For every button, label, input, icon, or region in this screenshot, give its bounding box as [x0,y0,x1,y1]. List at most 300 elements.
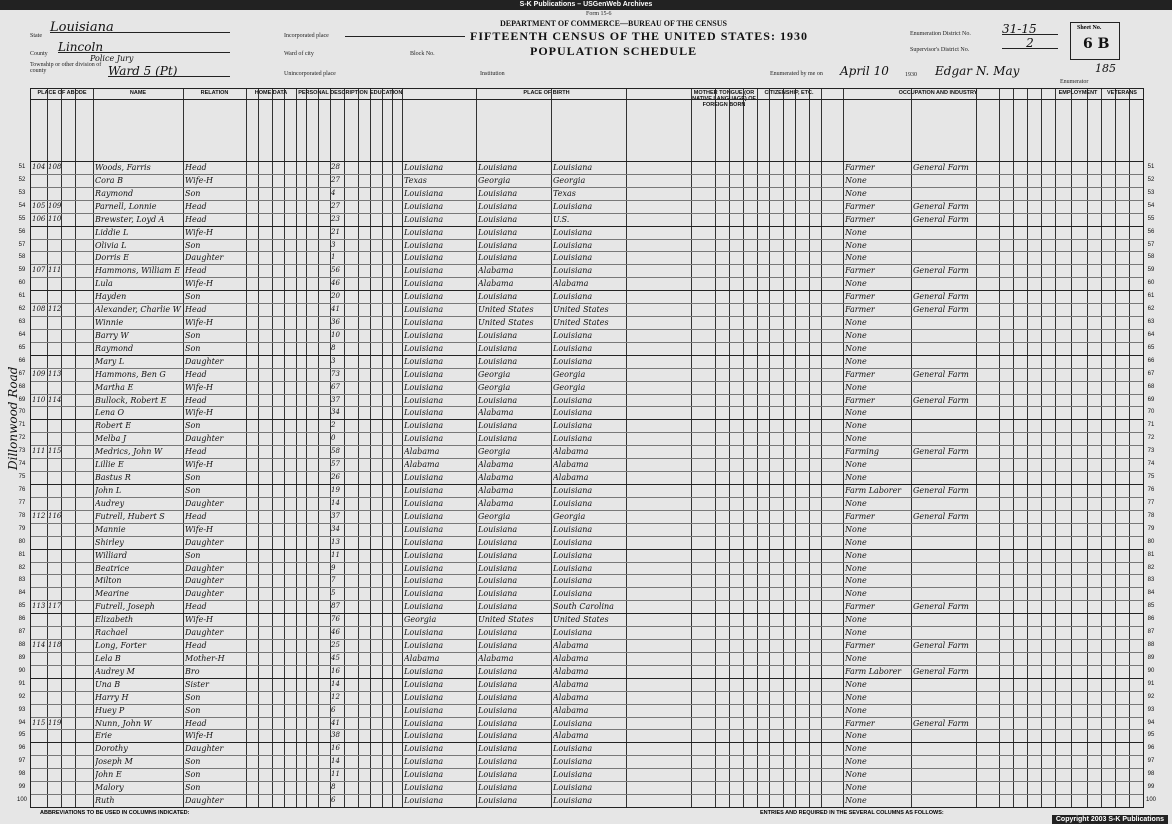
industry [913,317,975,329]
column-divider [75,89,76,807]
occupation: None [845,356,867,366]
occupation: Farmer [845,718,875,728]
occupation: None [845,408,867,418]
dwelling-number [32,575,47,587]
birthplace-father: Alabama [478,460,514,470]
row-number-left: 89 [18,654,26,661]
family-number [48,188,62,200]
industry: General Farm [913,602,969,612]
industry: General Farm [913,266,969,276]
birthplace-person: Alabama [404,460,440,470]
birthplace-father: Louisiana [478,641,518,651]
birthplace-father: Louisiana [478,731,518,741]
industry: General Farm [913,666,969,676]
row-number-right: 54 [1147,202,1155,209]
family-number [48,498,62,510]
dwelling-number [32,188,47,200]
birthplace-mother: South Carolina [553,602,614,612]
person-name: Bastus R [95,473,131,483]
occupation: Farmer [845,163,875,172]
birthplace-mother: Louisiana [553,537,593,547]
row-number-right: 79 [1147,525,1155,532]
birthplace-person: Louisiana [404,486,444,495]
supervisor-value: 2 [1002,36,1058,49]
row-number-right: 94 [1147,719,1155,726]
census-title: FIFTEENTH CENSUS OF THE UNITED STATES: 1930 [470,29,808,43]
age: 34 [331,524,340,533]
row-number-left: 95 [18,732,26,739]
age: 25 [331,641,340,650]
industry [913,330,975,342]
row-number-left: 63 [18,319,26,326]
age: 11 [331,770,340,779]
family-number [48,240,62,252]
occupation: Farmer [845,214,875,224]
occupation: None [845,188,867,198]
person-name: Elizabeth [95,615,134,625]
state-label: State [30,33,42,39]
person-name: Martha E [95,382,134,392]
industry: General Farm [913,305,969,315]
relation: Son [185,550,201,560]
birthplace-father: Louisiana [478,602,518,612]
birthplace-person: Louisiana [404,201,444,211]
row-number-right: 93 [1147,706,1155,713]
family-number [48,795,62,807]
row-number-right: 100 [1145,797,1156,804]
birthplace-mother: Alabama [553,641,589,651]
age: 58 [331,447,340,456]
industry [913,743,975,755]
birthplace-mother: Louisiana [553,498,593,508]
family-number [48,692,62,704]
industry [913,175,975,187]
row-number-right: 91 [1147,680,1155,687]
column-group-header: RELATION [200,90,229,96]
township-value: Ward 5 (Pt) [108,64,230,77]
occupation: Farmer [845,305,875,315]
person-name: Ruth [95,796,115,806]
birthplace-mother: Louisiana [553,628,593,638]
family-number [48,550,62,562]
relation: Daughter [185,253,224,263]
dwelling-number [32,666,47,678]
row-number-right: 89 [1147,654,1155,661]
dwelling-number [32,524,47,536]
family-number: 114 [48,395,62,404]
occupation: Farmer [845,201,875,211]
occupation: None [845,563,867,573]
row-number-right: 88 [1147,642,1155,649]
industry [913,472,975,484]
relation: Daughter [185,628,224,638]
birthplace-father: United States [478,318,534,328]
relation: Daughter [185,563,224,573]
row-number-right: 62 [1147,306,1155,313]
birthplace-person: Louisiana [404,718,444,728]
birthplace-mother: Louisiana [553,343,593,353]
industry [913,692,975,704]
row-number-left: 88 [18,642,26,649]
row-number-right: 60 [1147,280,1155,287]
column-divider [284,89,285,807]
relation: Wife-H [185,318,214,328]
dwelling-number [32,653,47,665]
row-number-left: 84 [18,590,26,597]
dwelling-number [32,795,47,807]
dwelling-number: 106 [32,214,46,223]
occupation: None [845,330,867,340]
birthplace-mother: Alabama [553,692,589,702]
person-name: Alexander, Charlie W [95,305,181,315]
family-number [48,679,62,691]
row-number-left: 74 [18,461,26,468]
age: 19 [331,486,340,494]
birthplace-mother: Louisiana [553,744,593,754]
industry [913,575,975,587]
age: 14 [331,679,340,688]
age: 13 [331,537,340,546]
occupation: None [845,744,867,754]
birthplace-mother: Alabama [553,705,589,715]
occupation: None [845,240,867,250]
age: 28 [331,163,340,171]
dwelling-number [32,756,47,768]
row-number-right: 61 [1147,293,1155,300]
birthplace-person: Alabama [404,447,440,457]
occupation: None [845,770,867,780]
person-name: Lula [95,279,113,289]
column-group-header: OCCUPATION AND INDUSTRY [898,90,978,96]
person-name: Medrics, John W [95,447,163,457]
ward-label: Ward of city [284,51,314,57]
birthplace-mother: Louisiana [553,589,593,599]
dwelling-number [32,563,47,575]
family-number: 118 [48,641,62,650]
family-number [48,291,62,303]
birthplace-mother: Louisiana [553,266,593,276]
dwelling-number [32,240,47,252]
row-number-left: 59 [18,267,26,274]
industry [913,627,975,639]
relation: Bro [185,666,200,676]
row-number-left: 91 [18,680,26,687]
column-group-header: VETERANS [1107,90,1137,96]
occupation: None [845,692,867,702]
row-number-left: 51 [18,164,26,170]
column-divider [1013,89,1014,807]
age: 34 [331,408,340,417]
relation: Head [185,718,207,728]
relation: Head [185,369,207,379]
birthplace-father: Louisiana [478,666,518,676]
person-name: Woods, Farris [95,163,151,172]
person-name: Hammons, William E [95,266,181,276]
sheet-label: Sheet No. [1077,25,1102,31]
family-number [48,537,62,549]
relation: Son [185,330,201,340]
family-number [48,420,62,432]
dwelling-number [32,550,47,562]
birthplace-father: Louisiana [478,524,518,534]
family-number [48,666,62,678]
column-divider [1041,89,1042,807]
enumerated-label: Enumerated by me on [770,71,823,77]
enumeration-date: April 10 [840,64,889,78]
birthplace-person: Louisiana [404,253,444,263]
industry [913,588,975,600]
birthplace-mother: Louisiana [553,395,593,405]
row-number-right: 66 [1147,357,1155,364]
birthplace-mother: Louisiana [553,201,593,211]
birthplace-father: Louisiana [478,434,518,444]
row-number-left: 66 [18,357,26,364]
birthplace-mother: Alabama [553,473,589,483]
dwelling-number [32,175,47,187]
family-number [48,782,62,794]
column-divider [911,89,912,807]
age: 87 [331,602,340,611]
county-value: Lincoln [58,40,230,53]
relation: Head [185,602,207,612]
occupation: Farmer [845,369,875,379]
row-number-left: 58 [18,254,26,261]
column-divider [296,89,297,807]
age: 12 [331,692,340,701]
age: 23 [331,214,340,223]
birthplace-father: Louisiana [478,783,518,793]
row-number-right: 67 [1147,370,1155,377]
relation: Son [185,188,201,198]
birthplace-mother: Louisiana [553,240,593,250]
age: 5 [331,589,336,598]
occupation: None [845,279,867,289]
birthplace-mother: United States [553,305,609,315]
form-number: Form 15-6 [586,11,612,17]
birthplace-person: Louisiana [404,757,444,767]
row-number-right: 83 [1147,577,1155,584]
column-divider [1027,89,1028,807]
birthplace-person: Louisiana [404,421,444,431]
state-value: Louisiana [50,20,230,33]
dwelling-number [32,769,47,781]
industry [913,524,975,536]
row-number-left: 57 [18,241,26,248]
row-number-right: 90 [1147,667,1155,674]
birthplace-mother: Louisiana [553,563,593,573]
birthplace-mother: Georgia [553,382,586,392]
birthplace-mother: Georgia [553,175,586,185]
dwelling-number: 111 [32,447,46,456]
column-divider [976,89,977,807]
row-number-left: 96 [18,745,26,752]
row-number-right: 76 [1147,487,1155,493]
industry [913,188,975,200]
person-name: Raymond [95,188,134,198]
row-number-left: 81 [18,551,26,558]
birthplace-person: Louisiana [404,576,444,586]
age: 46 [331,279,340,288]
birthplace-person: Louisiana [404,227,444,237]
occupation: None [845,576,867,586]
row-number-left: 86 [18,616,26,623]
row-number-left: 62 [18,306,26,313]
dwelling-number [32,679,47,691]
industry [913,756,975,768]
birthplace-person: Texas [404,175,427,185]
row-number-right: 71 [1147,422,1155,429]
industry [913,420,975,432]
birthplace-person: Louisiana [404,628,444,638]
family-number: 116 [48,511,62,520]
row-number-left: 92 [18,693,26,700]
age: 6 [331,796,336,805]
relation: Daughter [185,796,224,806]
row-number-left: 75 [18,474,26,481]
family-number [48,252,62,264]
family-number [48,433,62,445]
birthplace-mother: Georgia [553,369,586,379]
birthplace-father: Louisiana [478,796,518,806]
family-number [48,459,62,471]
person-name: Harry H [95,692,129,702]
birthplace-father: Louisiana [478,356,518,366]
row-number-right: 87 [1147,629,1155,636]
row-number-left: 100 [16,797,27,804]
person-name: Rachael [95,628,128,638]
dwelling-number [32,407,47,419]
dwelling-number [32,730,47,742]
incorporated-line [345,24,465,37]
row-number-right: 51 [1147,164,1155,170]
birthplace-father: Louisiana [478,744,518,754]
family-number: 113 [48,369,62,378]
column-divider [183,89,184,807]
occupation: None [845,537,867,547]
birthplace-person: Louisiana [404,305,444,315]
row-number-right: 97 [1147,758,1155,765]
dwelling-number [32,614,47,626]
family-number [48,343,62,355]
person-name: Bullock, Robert E [95,395,167,405]
column-divider [769,89,770,807]
relation: Wife-H [185,731,214,741]
age: 0 [331,434,336,443]
enumerator-label: Enumerator [1060,79,1089,85]
industry [913,433,975,445]
birthplace-father: Louisiana [478,201,518,211]
birthplace-father: Alabama [478,266,514,276]
birthplace-person: Louisiana [404,511,444,521]
birthplace-father: Louisiana [478,705,518,715]
birthplace-father: Louisiana [478,253,518,263]
department-title: DEPARTMENT OF COMMERCE—BUREAU OF THE CENSUS [500,19,727,28]
industry: General Farm [913,718,969,728]
birthplace-person: Louisiana [404,744,444,754]
relation: Sister [185,679,209,689]
row-number-left: 64 [18,331,26,338]
dwelling-number [32,485,47,497]
dwelling-number [32,330,47,342]
column-divider [1115,89,1116,807]
person-name: Mearine [95,589,129,599]
column-divider [626,89,627,807]
birthplace-person: Louisiana [404,563,444,573]
unincorporated-label: Unincorporated place [284,71,336,77]
column-divider [843,89,844,807]
row-number-left: 98 [18,771,26,778]
side-note: Dillonwood Road [6,366,20,470]
relation: Wife-H [185,175,214,185]
birthplace-mother: Louisiana [553,770,593,780]
birthplace-person: Louisiana [404,343,444,353]
dwelling-number: 113 [32,602,46,611]
birthplace-father: Georgia [478,447,511,457]
family-number [48,588,62,600]
column-group-header: PLACE OF BIRTH [523,90,570,96]
person-name: Audrey [95,498,125,508]
relation: Head [185,266,207,276]
institution-label: Institution [480,71,505,77]
relation: Son [185,692,201,702]
township-label: Township or other division of county [30,62,102,74]
person-name: Dorothy [95,744,128,754]
relation: Son [185,770,201,780]
birthplace-person: Louisiana [404,382,444,392]
age: 56 [331,266,340,275]
industry: General Farm [913,641,969,651]
person-name: Barry W [95,330,129,340]
dwelling-number: 109 [32,369,46,378]
family-number [48,575,62,587]
occupation: None [845,589,867,599]
column-group-header: EMPLOYMENT [1058,90,1098,96]
birthplace-person: Louisiana [404,292,444,302]
industry [913,240,975,252]
column-group-header: NAME [129,90,147,96]
industry [913,782,975,794]
occupation: Farm Laborer [845,486,902,495]
row-number-left: 53 [18,189,26,196]
census-table [16,88,1156,808]
relation: Head [185,447,207,457]
column-divider [821,89,822,807]
person-name: Huey P [95,705,125,715]
family-number [48,614,62,626]
age: 16 [331,744,340,753]
birthplace-mother: U.S. [553,214,570,224]
industry [913,550,975,562]
row-number-right: 52 [1147,176,1155,183]
family-number [48,743,62,755]
industry [913,407,975,419]
column-divider [691,89,692,807]
dwelling-number [32,343,47,355]
column-divider [999,89,1000,807]
row-number-right: 63 [1147,319,1155,326]
birthplace-mother: Louisiana [553,253,593,263]
relation: Wife-H [185,408,214,418]
age: 2 [331,421,336,430]
dwelling-number: 107 [32,266,46,275]
occupation: None [845,227,867,237]
birthplace-person: Louisiana [404,473,444,483]
birthplace-person: Louisiana [404,356,444,366]
person-name: John L [95,486,122,495]
dwelling-number [32,433,47,445]
column-divider [246,89,247,807]
family-number [48,524,62,536]
